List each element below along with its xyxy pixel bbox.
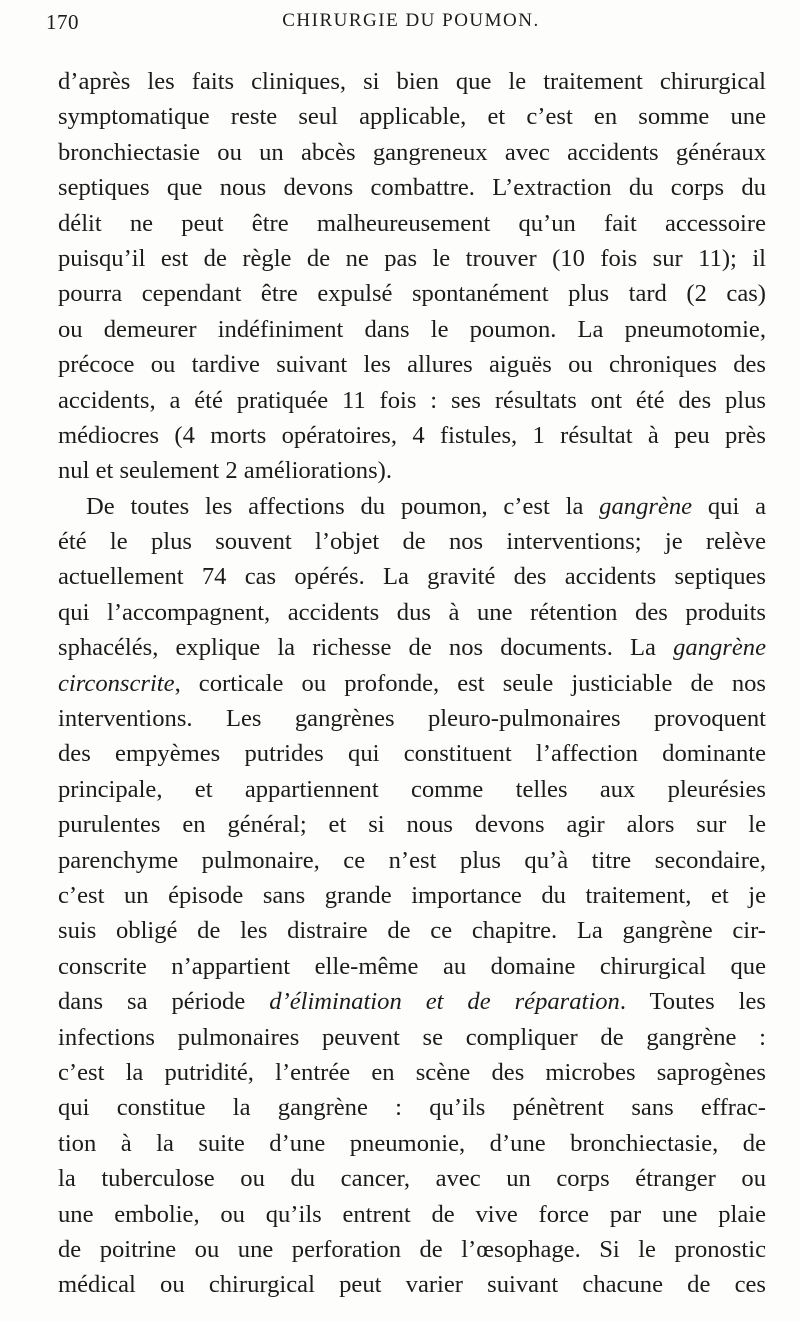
text-segment: parenchyme pulmonaire, ce n’est plus qu’à titre secondaire, — [58, 846, 766, 874]
body-text — [58, 64, 766, 1303]
text-line — [58, 772, 766, 807]
text-segment: conscrite n’appartient elle-même au domaine chirurgical que — [58, 952, 766, 980]
text-line — [58, 524, 766, 559]
text-line — [58, 418, 766, 453]
text-line — [58, 1090, 766, 1125]
text-line — [58, 701, 766, 736]
text-segment: nul et seulement 2 améliorations). — [58, 457, 392, 485]
text-line — [58, 666, 766, 701]
text-segment: c’est un épisode sans grande importance du traitement, et je — [58, 881, 766, 909]
text-segment: une embolie, ou qu’ils entrent de vive force par une plaie — [58, 1200, 766, 1228]
text-line — [58, 1197, 766, 1232]
text-segment: accidents, a été pratiquée 11 fois : ses résultats ont été des plus — [58, 386, 766, 414]
text-line — [58, 1161, 766, 1196]
text-line — [58, 241, 766, 276]
text-segment: suis obligé de les distraire de ce chapitre. La gangrène cir- — [58, 917, 766, 945]
text-line — [58, 630, 766, 665]
text-line — [58, 276, 766, 311]
text-line — [58, 1126, 766, 1161]
text-segment: médiocres (4 morts opératoires, 4 fistules, 1 résultat à peu près — [58, 421, 766, 449]
text-line — [58, 383, 766, 418]
text-line — [58, 347, 766, 382]
text-segment: De toutes les affections du poumon, c’est la — [86, 492, 600, 520]
text-segment: actuellement 74 cas opérés. La gravité des accidents septiques — [58, 563, 766, 591]
text-segment: principale, et appartiennent comme telles aux pleurésies — [58, 775, 766, 803]
text-segment: médical ou chirurgical peut varier suivant chacune de ces — [58, 1271, 766, 1299]
text-line — [58, 984, 766, 1019]
page-number: 170 — [46, 10, 79, 34]
text-segment: délit ne peut être malheureusement qu’un fait accessoire — [58, 209, 766, 237]
text-line — [58, 1055, 766, 1090]
text-segment: symptomatique reste seul applicable, et c’est en somme une — [58, 103, 766, 131]
text-line — [58, 206, 766, 241]
text-line — [58, 99, 766, 134]
text-line — [58, 135, 766, 170]
text-segment: d’après les faits cliniques, si bien que le traitement chirurgical — [58, 68, 766, 95]
text-line — [58, 453, 766, 488]
text-segment: tion à la suite d’une pneumonie, d’une bronchiectasie, de — [58, 1129, 766, 1157]
text-segment: infections pulmonaires peuvent se compliquer de gangrène : — [58, 1023, 766, 1051]
italic-text: d’élimination et de réparation — [269, 988, 620, 1016]
italic-text: circonscrite — [58, 669, 175, 697]
text-segment: interventions. Les gangrènes pleuro-pulmonaires provoquent — [58, 705, 766, 733]
text-segment: ou demeurer indéfiniment dans le poumon. La pneumotomie, — [58, 315, 766, 343]
text-line — [58, 1020, 766, 1055]
text-segment: c’est la putridité, l’entrée en scène des microbes saprogènes — [58, 1058, 766, 1086]
text-segment: de poitrine ou une perforation de l’œsophage. Si le pronostic — [58, 1235, 766, 1263]
text-line — [58, 64, 766, 99]
text-line — [58, 312, 766, 347]
text-segment: qui a — [692, 492, 766, 520]
text-segment: bronchiectasie ou un abcès gangreneux avec accidents généraux — [58, 138, 766, 166]
text-line — [58, 1267, 766, 1302]
text-line — [58, 913, 766, 948]
italic-text: gangrène — [599, 492, 693, 520]
text-line — [58, 878, 766, 913]
page-header — [46, 6, 776, 42]
text-segment: qui constitue la gangrène : qu’ils pénètrent sans effrac- — [58, 1094, 766, 1122]
text-segment: pourra cependant être expulsé spontanément plus tard (2 cas) — [58, 280, 766, 308]
text-segment: été le plus souvent l’objet de nos interventions; je relève — [58, 528, 766, 556]
text-line — [58, 170, 766, 205]
running-title: CHIRURGIE DU POUMON. — [282, 10, 540, 31]
italic-text: gangrène — [673, 634, 766, 662]
text-line — [58, 559, 766, 594]
text-line — [58, 843, 766, 878]
text-segment: précoce ou tardive suivant les allures aiguës ou chroniques des — [58, 351, 766, 379]
text-line — [58, 489, 766, 524]
text-line — [58, 736, 766, 771]
text-segment: dans sa période — [58, 988, 270, 1016]
text-segment: des empyèmes putrides qui constituent l’affection dominante — [58, 740, 766, 768]
text-segment: . Toutes les — [619, 988, 766, 1016]
text-segment: purulentes en général; et si nous devons agir alors sur le — [58, 811, 766, 839]
text-segment: la tuberculose ou du cancer, avec un corps étranger ou — [58, 1165, 766, 1193]
text-line — [58, 1232, 766, 1267]
text-segment: , corticale ou profonde, est seule justiciable de nos — [174, 669, 766, 697]
text-segment: sphacélés, explique la richesse de nos documents. La — [58, 634, 674, 662]
text-segment: qui l’accompagnent, accidents dus à une rétention des produits — [58, 598, 766, 626]
text-segment: puisqu’il est de règle de ne pas le trouver (10 fois sur 11); il — [58, 244, 766, 272]
text-line — [58, 949, 766, 984]
text-line — [58, 807, 766, 842]
text-line — [58, 595, 766, 630]
text-segment: septiques que nous devons combattre. L’extraction du corps du — [58, 174, 766, 202]
